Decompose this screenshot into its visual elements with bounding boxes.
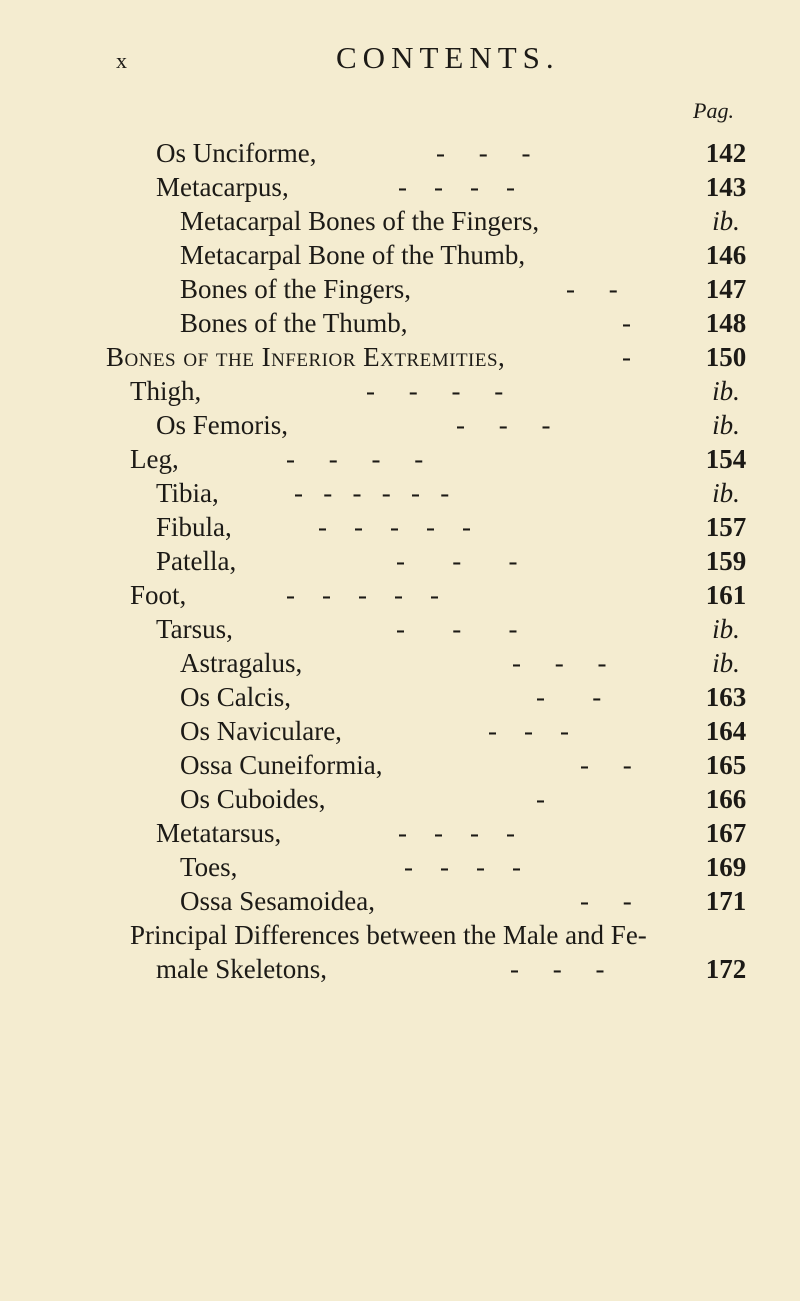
toc-entry [180,272,411,306]
toc-entry-page: 167 [705,818,747,848]
toc-entry-page: 154 [705,444,747,474]
page-number: x [116,48,128,73]
toc-leader: - - [580,886,632,916]
toc-entry-label: Toes, [180,852,238,882]
toc-entry [156,170,289,204]
toc-entry-page: ib. [712,478,740,508]
toc-leader: - - - - [366,376,504,406]
toc-entry [180,306,407,340]
toc-entry-label: Leg, [130,444,179,474]
toc-entry-label: male Skeletons, [156,954,327,984]
toc-entry-label: Ossa Cuneiformia, [180,750,383,780]
toc-entry-label: Metacarpal Bones of the Fingers, [180,206,540,236]
page-title: CONTENTS. [336,40,560,75]
toc-entry-label: Foot, [130,580,187,610]
toc-entry-section [106,340,505,374]
toc-entry [156,952,327,986]
toc-entry [156,544,236,578]
toc-entry [130,918,647,952]
toc-entry-page: ib. [712,376,740,406]
toc-leader: - - - [488,716,569,746]
toc-entry [156,476,219,510]
toc-leader: - - - [510,954,605,984]
toc-entry-page: 142 [705,138,747,168]
toc-entry [130,578,186,612]
toc-entry-page: 143 [705,172,747,202]
toc-entry-label: Fibula, [156,512,232,542]
toc-entry [180,884,375,918]
toc-entry [180,238,525,272]
toc-entry-label: Bones of the Thumb, [180,308,408,338]
toc-entry-page: 159 [705,546,747,576]
toc-entry-label: Principal Differences between the Male and Fe- [130,920,647,950]
toc-entry-page: 172 [705,954,747,984]
toc-entry [156,510,232,544]
toc-leader: - - [566,274,618,304]
toc-leader: - - - [396,614,518,644]
toc-entry [130,374,201,408]
toc-entry-page: 163 [705,682,747,712]
toc-entry [156,136,316,170]
page-column-label: Pag. [693,98,734,123]
toc-entry-page: 169 [705,852,747,882]
toc-entry-page: ib. [712,648,740,678]
toc-entry-page: 165 [705,750,747,780]
toc-entry-label: Os Unciforme, [156,138,317,168]
toc-entry-page: 161 [705,580,747,610]
toc-entry-label: Os Cuboides, [180,784,326,814]
toc-entry-page: 171 [705,886,747,916]
toc-leader: - [622,308,631,338]
toc-leader: - - - - [404,852,521,882]
toc-leader: - - [580,750,632,780]
toc-leader: - - - - [286,444,424,474]
toc-entry-label: Metacarpal Bone of the Thumb, [180,240,526,270]
toc-entry-page: 150 [705,342,747,372]
toc-entry-label: Metacarpus, [156,172,289,202]
toc-entry-page: 147 [705,274,747,304]
toc-entry [180,204,539,238]
toc-leader: - - - [456,410,551,440]
toc-entry-page: 146 [705,240,747,270]
toc-entry-page: 148 [705,308,747,338]
toc-leader: - - - - - [318,512,471,542]
toc-entry-label: Metatarsus, [156,818,282,848]
toc-entry [180,714,342,748]
toc-entry [130,442,179,476]
toc-leader: - - - - - - [294,478,450,508]
toc-entry-label: Tibia, [156,478,219,508]
toc-leader: - - - - [398,172,515,202]
toc-entry-label: Tarsus, [156,614,233,644]
toc-leader: - - - - [398,818,515,848]
toc-leader: - - - - - [286,580,439,610]
toc-entry [180,680,291,714]
toc-entry-page: ib. [712,614,740,644]
toc-entry [180,748,382,782]
toc-entry-label: Thigh, [130,376,202,406]
toc-entry-label: Bones of the Inferior Extremities, [106,342,506,372]
toc-leader: - - - [436,138,531,168]
toc-entry-label: Ossa Sesamoidea, [180,886,375,916]
toc-leader: - [536,784,545,814]
toc-entry [156,408,288,442]
toc-entry-label: Os Femoris, [156,410,289,440]
toc-leader: - - - [396,546,518,576]
toc-entry [180,850,237,884]
toc-entry-page: ib. [712,410,740,440]
toc-entry [156,816,281,850]
toc-entry [180,782,326,816]
toc-entry-label: Patella, [156,546,237,576]
toc-entry-label: Astragalus, [180,648,303,678]
toc-entry [156,612,233,646]
toc-entry-label: Os Naviculare, [180,716,342,746]
toc-entry [180,646,302,680]
toc-leader: - - [536,682,602,712]
toc-entry-page: 166 [705,784,747,814]
toc-entry-label: Bones of the Fingers, [180,274,411,304]
toc-leader: - [622,342,631,372]
toc-leader: - - - [512,648,607,678]
toc-entry-page: 157 [705,512,747,542]
toc-entry-page: 164 [705,716,747,746]
toc-entry-page: ib. [712,206,740,236]
toc-entry-label: Os Calcis, [180,682,291,712]
